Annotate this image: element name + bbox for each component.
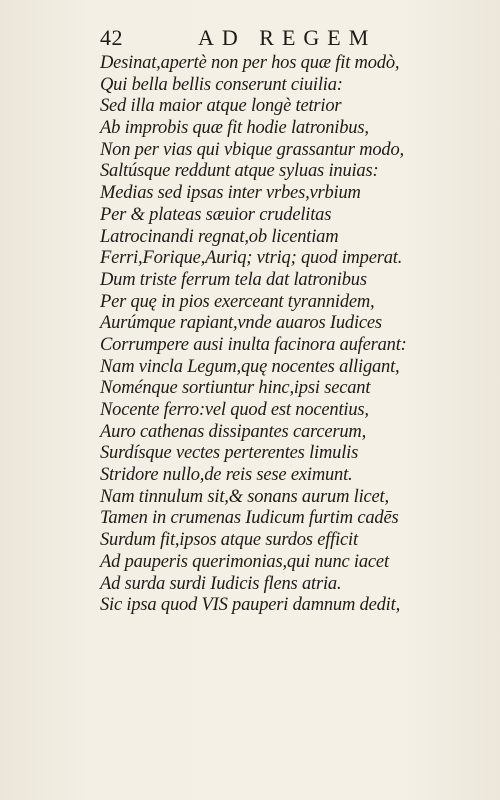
verse-line: Latrocinandi regnat,ob licentiam (100, 226, 339, 247)
verse-line: Non per vias qui vbique grassantur modo, (100, 139, 404, 160)
verse-line: Corrumpere ausi inulta facinora auferant: (100, 334, 407, 355)
poem-verses (100, 53, 480, 617)
verse-line: Per & plateas sæuior crudelitas (100, 204, 332, 225)
page-header (100, 25, 400, 55)
verse-line: Surdum fit,ipsos atque surdos efficit (100, 530, 358, 551)
verse-line: Nam vincla Legum,quę nocentes alligant, (100, 356, 400, 377)
verse-line: Ad pauperis querimonias,qui nunc iacet (100, 551, 389, 572)
page-number: 42 (100, 25, 123, 50)
verse-line: Tamen in crumenas Iudicum furtim cadēs (100, 508, 399, 529)
verse-line: Noménque sortiuntur hinc,ipsi secant (100, 378, 371, 399)
verse-line: Qui bella bellis conserunt ciuilia: (100, 74, 343, 95)
verse-line: Desinat,apertè non per hos quæ fit modò, (100, 53, 400, 73)
verse-line: Auro cathenas dissipantes carcerum, (100, 421, 367, 442)
verse-line: Ab improbis quæ fit hodie latronibus, (100, 118, 369, 139)
verse-line: Aurúmque rapiant,vnde auaros Iudices (100, 313, 382, 334)
verse-line: Medias sed ipsas inter vrbes,vrbium (100, 183, 361, 204)
verse-line: Surdísque vectes perterentes limulis (100, 443, 359, 464)
verse-line: Ferri,Forique,Auriq; vtriq; quod imperat. (100, 248, 403, 269)
verse-line: Per quę in pios exerceant tyrannidem, (100, 291, 375, 312)
verse-line: Nocente ferro:vel quod est nocentius, (100, 400, 369, 420)
verse-line: Sic ipsa quod VIS pauperi damnum dedit, (100, 595, 400, 616)
verse-line: Dum triste ferrum tela dat latronibus (100, 269, 367, 290)
verse-line: Ad surda surdi Iudicis flens atria. (100, 573, 342, 594)
verse-line: Sed illa maior atque longè tetrior (100, 96, 342, 117)
verse-line: Stridore nullo,de reis sese eximunt. (100, 465, 353, 486)
running-head: AD REGEM (198, 25, 377, 50)
verse-line: Nam tinnulum sit,& sonans aurum licet, (100, 486, 389, 507)
verse-line: Saltúsque reddunt atque syluas inuias: (100, 161, 379, 182)
